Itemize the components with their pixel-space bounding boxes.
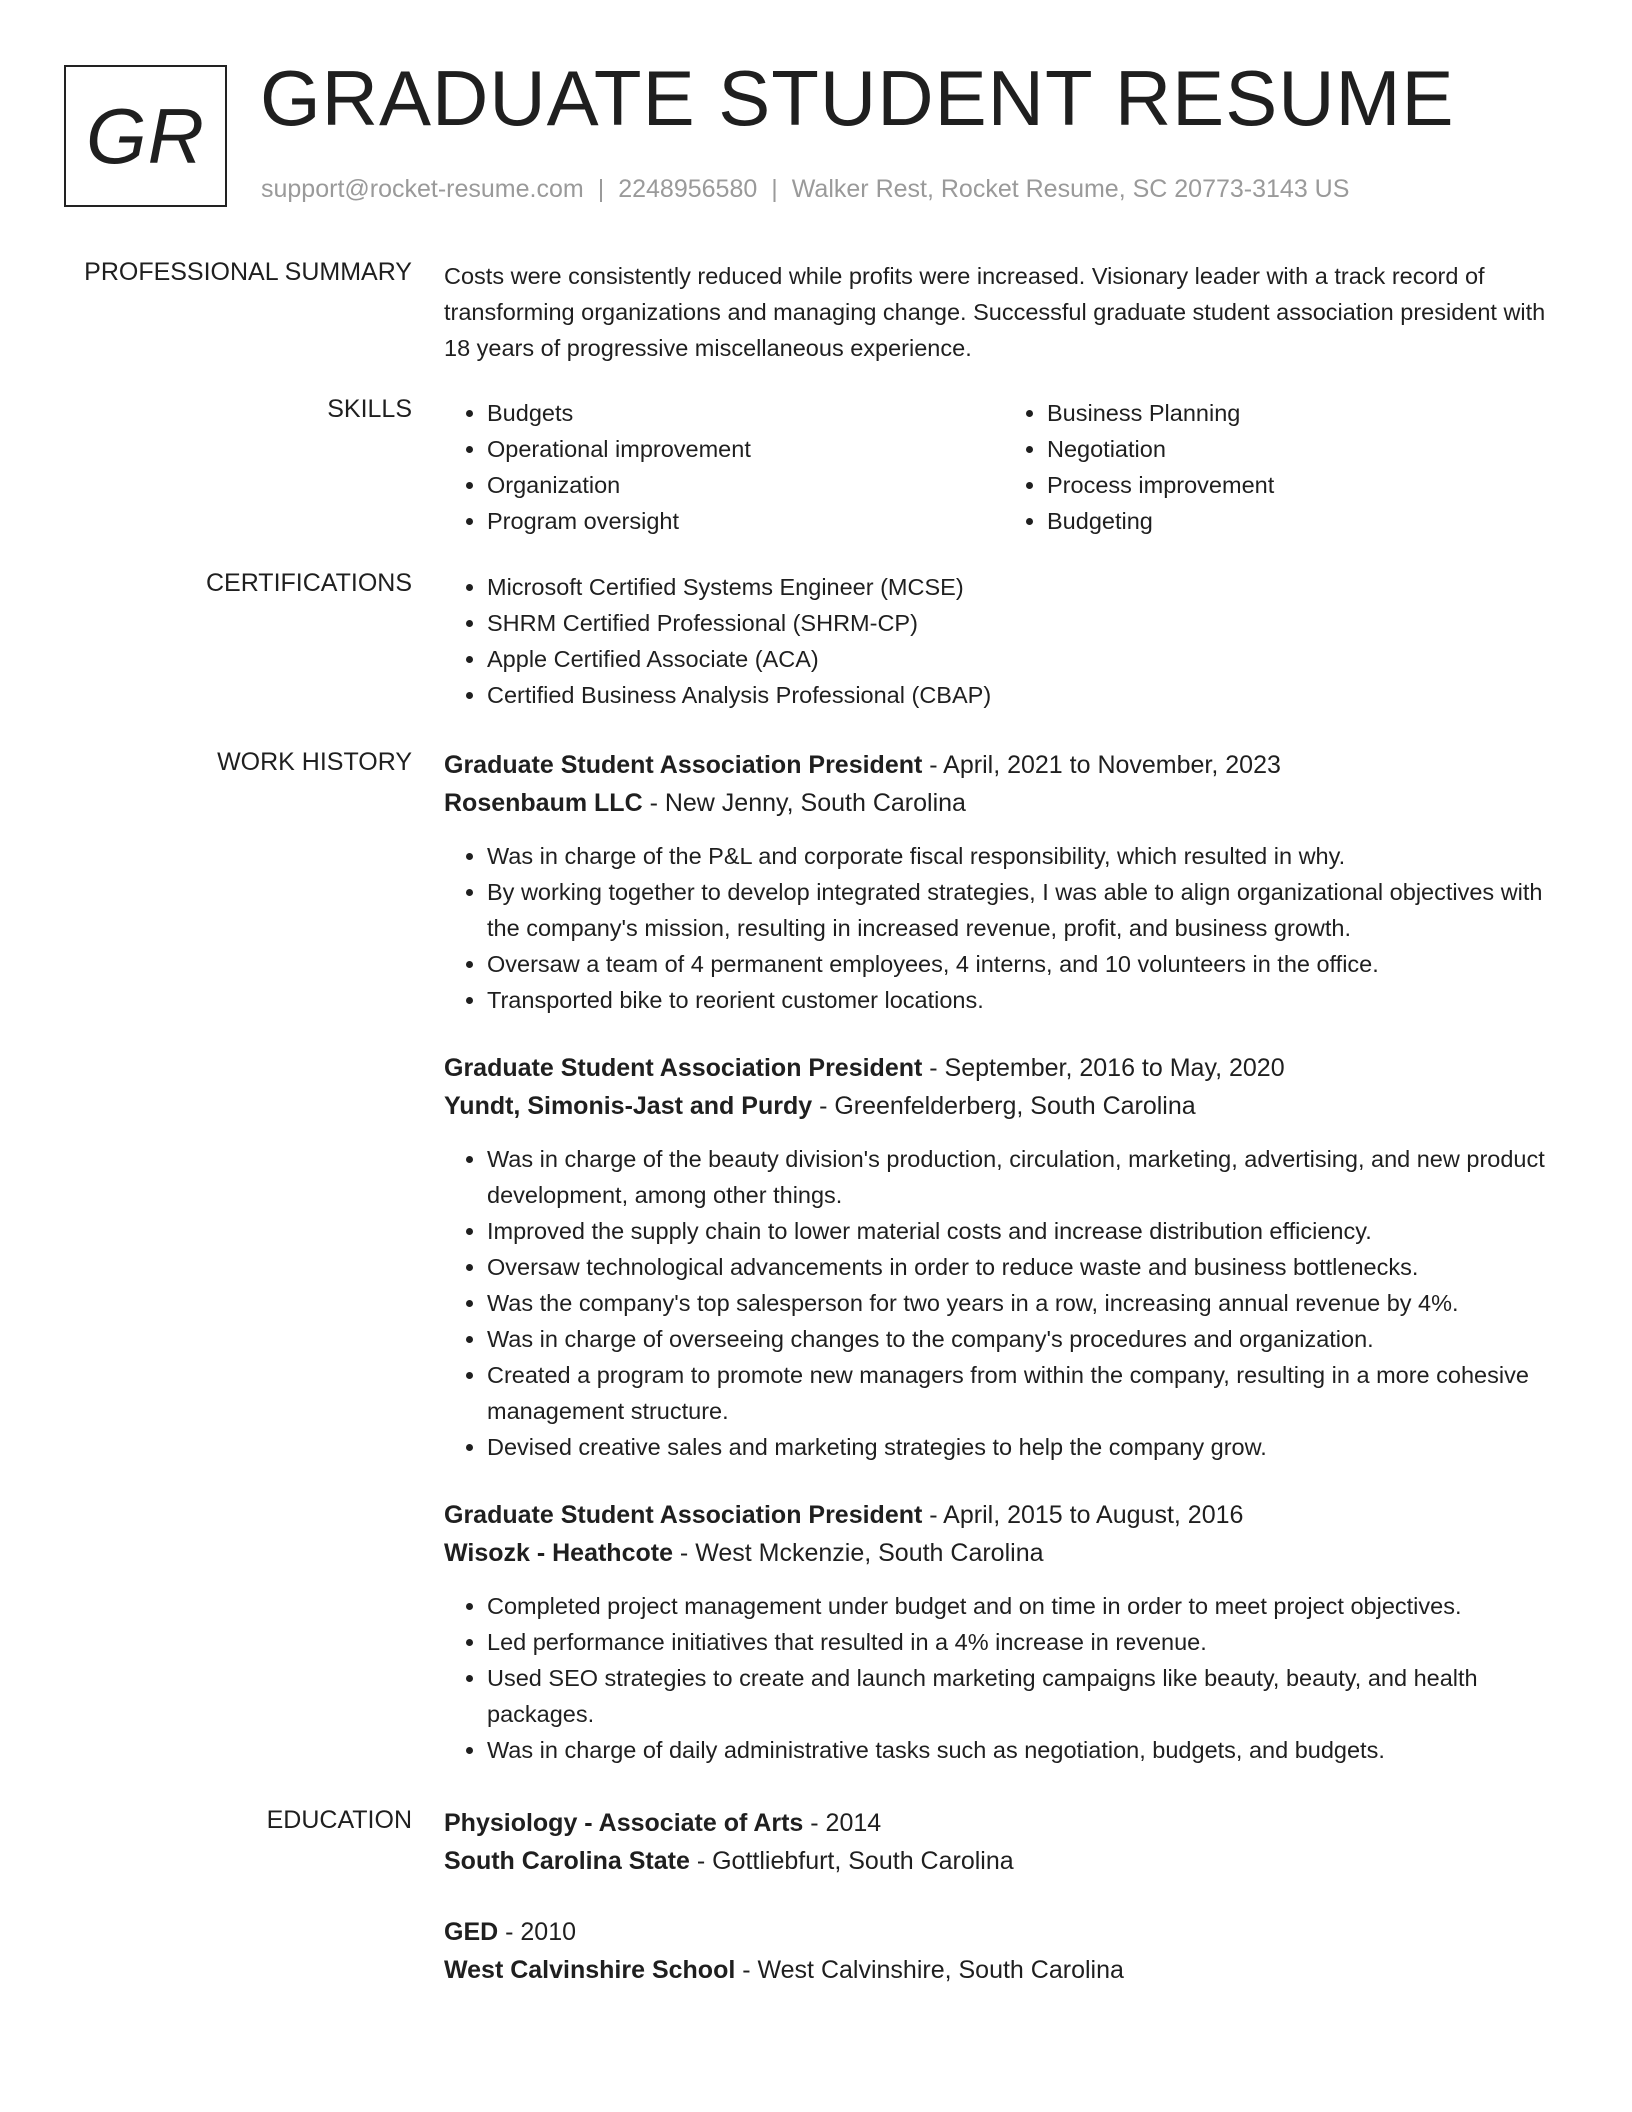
certifications-body (444, 569, 1564, 713)
job-dates: - April, 2021 to November, 2023 (922, 751, 1281, 779)
job-title: Graduate Student Association President (444, 751, 923, 779)
certification-item: • Apple Certified Associate (ACA) (487, 641, 1564, 677)
section-label-work-history: WORK HISTORY (217, 748, 412, 776)
job-title-line (444, 1049, 1564, 1087)
education-year: - 2010 (498, 1918, 577, 1946)
education-school: South Carolina State (444, 1847, 690, 1875)
education-location: - West Calvinshire, South Carolina (735, 1956, 1124, 1984)
job-title-line (444, 746, 1564, 784)
certification-item: • SHRM Certified Professional (SHRM-CP) (487, 605, 1564, 641)
education-degree: GED (444, 1918, 499, 1946)
job-bullet: • Oversaw a team of 4 permanent employees, 4 interns, and 10 volunteers in the office. (487, 946, 1564, 982)
job-bullet: • Was in charge of the P&L and corporate fiscal responsibility, which resulted in why. (487, 838, 1564, 874)
contact-separator: | (597, 175, 605, 203)
job-bullet: • Transported bike to reorient customer locations. (487, 982, 1564, 1018)
job-title-line (444, 1496, 1564, 1534)
contact-address: Walker Rest, Rocket Resume, SC 20773-3143 US (791, 175, 1350, 203)
job-bullets (444, 1588, 1564, 1768)
education-degree-line (444, 1804, 1564, 1842)
education-degree-line (444, 1913, 1564, 1951)
job-title: Graduate Student Association President (444, 1501, 923, 1529)
job-bullet: • Was in charge of daily administrative tasks such as negotiation, budgets, and budgets. (487, 1732, 1564, 1768)
summary-body (444, 258, 1564, 366)
job-bullet: • By working together to develop integrated strategies, I was able to align organizational objectives with the company's mission, resulting in increased revenue, profit, and business growth. (487, 874, 1564, 946)
job-bullet: • Was in charge of overseeing changes to the company's procedures and organization. (487, 1321, 1564, 1357)
job-bullet: • Oversaw technological advancements in order to reduce waste and business bottlenecks. (487, 1249, 1564, 1285)
job-bullet: • Created a program to promote new managers from within the company, resulting in a more cohesive management structure. (487, 1357, 1564, 1429)
job-bullet: • Improved the supply chain to lower material costs and increase distribution efficiency. (487, 1213, 1564, 1249)
skill-item: • Budgets (487, 395, 1004, 431)
job-bullet: • Used SEO strategies to create and launch marketing campaigns like beauty, beauty, and health packages. (487, 1660, 1564, 1732)
contact-phone[interactable]: 2248956580 (618, 175, 758, 203)
job-company-line (444, 784, 1564, 822)
skill-item: • Business Planning (1047, 395, 1564, 431)
job-bullet: • Was in charge of the beauty division's production, circulation, marketing, advertising, and new product development, among other things. (487, 1141, 1564, 1213)
section-label-education: EDUCATION (266, 1806, 412, 1834)
certifications-list (444, 569, 1564, 713)
education-school-line (444, 1842, 1564, 1880)
skill-item: • Organization (487, 467, 1004, 503)
education-school-line (444, 1951, 1564, 1989)
skills-list-left (444, 395, 1004, 539)
monogram-initials: GR (86, 91, 205, 180)
section-label-certifications: CERTIFICATIONS (205, 569, 412, 597)
contact-line (261, 175, 1349, 204)
job-dates: - April, 2015 to August, 2016 (922, 1501, 1244, 1529)
contact-email[interactable]: support@rocket-resume.com (261, 175, 584, 203)
job-entry (444, 1049, 1564, 1465)
monogram-box (64, 65, 227, 207)
job-location: - Greenfelderberg, South Carolina (812, 1092, 1196, 1120)
education-year: - 2014 (803, 1809, 882, 1837)
resume-title: GRADUATE STUDENT RESUME (260, 54, 1455, 142)
job-company: Yundt, Simonis-Jast and Purdy (444, 1092, 813, 1120)
job-entry (444, 1496, 1564, 1768)
section-label-skills: SKILLS (327, 395, 412, 423)
job-location: - West Mckenzie, South Carolina (672, 1539, 1044, 1567)
job-company: Wisozk - Heathcote (444, 1539, 673, 1567)
job-title: Graduate Student Association President (444, 1054, 923, 1082)
job-company-line (444, 1087, 1564, 1125)
job-location: - New Jenny, South Carolina (642, 789, 966, 817)
section-label-summary: PROFESSIONAL SUMMARY (84, 258, 412, 286)
skill-item: • Negotiation (1047, 431, 1564, 467)
education-entry (444, 1804, 1564, 1880)
skill-item: • Process improvement (1047, 467, 1564, 503)
job-company: Rosenbaum LLC (444, 789, 643, 817)
summary-text: Costs were consistently reduced while profits were increased. Visionary leader with a track record of transforming organizations and managing change. Successful graduate student association president with 18 years of progressive miscellaneous experience. (444, 263, 1546, 361)
contact-separator: | (771, 175, 778, 203)
skills-grid (444, 395, 1564, 539)
certification-item: • Certified Business Analysis Professional (CBAP) (487, 677, 1564, 713)
job-bullet: • Completed project management under budget and on time in order to meet project objectives. (487, 1588, 1564, 1624)
certification-item: • Microsoft Certified Systems Engineer (MCSE) (487, 569, 1564, 605)
skill-item: • Budgeting (1047, 503, 1564, 539)
education-entry (444, 1913, 1564, 1989)
job-dates: - September, 2016 to May, 2020 (922, 1054, 1285, 1082)
education-degree: Physiology - Associate of Arts (444, 1809, 804, 1837)
skill-item: • Operational improvement (487, 431, 1004, 467)
job-bullets (444, 1141, 1564, 1465)
education-school: West Calvinshire School (444, 1956, 736, 1984)
skill-item: • Program oversight (487, 503, 1004, 539)
job-entry (444, 746, 1564, 1018)
job-bullets (444, 838, 1564, 1018)
job-bullet: • Led performance initiatives that resulted in a 4% increase in revenue. (487, 1624, 1564, 1660)
job-company-line (444, 1534, 1564, 1572)
job-bullet: • Devised creative sales and marketing strategies to help the company grow. (487, 1429, 1564, 1465)
skills-body (444, 395, 1564, 539)
education-location: - Gottliebfurt, South Carolina (689, 1847, 1014, 1875)
skills-list-right (1004, 395, 1564, 539)
job-bullet: • Was the company's top salesperson for two years in a row, increasing annual revenue by 4%. (487, 1285, 1564, 1321)
